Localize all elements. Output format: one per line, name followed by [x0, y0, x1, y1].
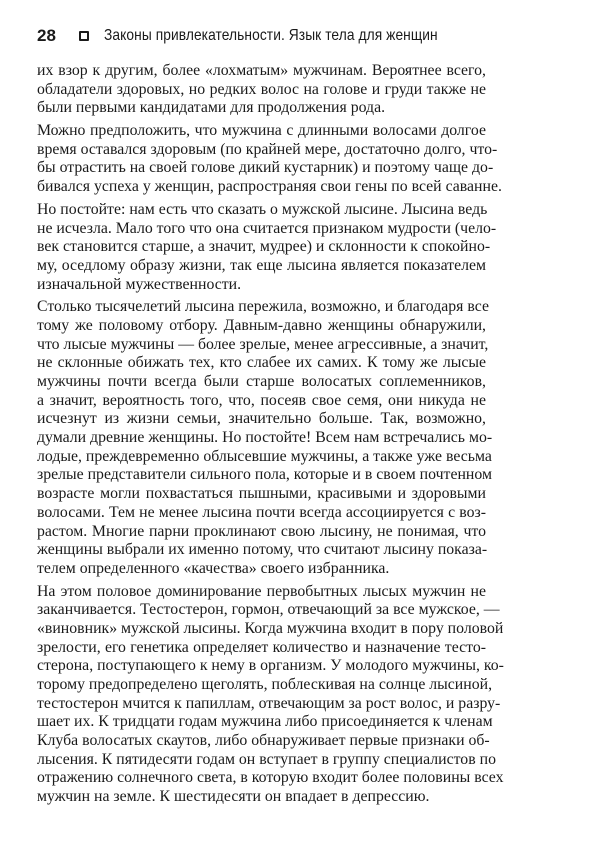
square-bullet-icon — [79, 31, 89, 41]
text-line: тому же половому отбору. Давным-давно женщины обнаружили, — [37, 316, 486, 334]
text-line: зрелые представители сильного пола, которые и в своем почтенном — [37, 466, 492, 484]
text-line: что лысые мужчины — более зрелые, менее агрессивные, а значит, — [37, 335, 489, 353]
text-line: мужчин на земле. К шестидесяти он впадает в депрессию. — [37, 788, 430, 806]
page-number: 28 — [37, 26, 56, 45]
paragraph — [37, 298, 493, 578]
text-line: На этом половое доминирование первобытных лысых мужчин не — [37, 582, 486, 600]
paragraph — [37, 582, 504, 807]
text-line: Можно предположить, что мужчина с длинными волосами долгое — [37, 122, 486, 140]
text-line: лодые, преждевременно облысевшие мужчины, а также уже весьма — [37, 447, 492, 465]
text-line: исчезнут из жизни семьи, значительно больше. Так, возможно, — [37, 410, 486, 428]
text-line: женщины выбрали их именно потому, что считают лысину показа- — [37, 541, 488, 559]
text-line: Но постойте: нам есть что сказать о мужской лысине. Лысина ведь — [37, 200, 488, 218]
text-line: не склонные обижать тех, кто слабее их самих. К тому же лысые — [37, 354, 486, 372]
paragraph — [37, 62, 486, 118]
text-line: а значит, вероятность того, что, посеяв свое семя, они никуда не — [37, 391, 486, 409]
book-title: Законы привлекательности. Язык тела для женщин — [104, 27, 438, 44]
text-line: «виновник» мужской лысины. Когда мужчина входит в пору половой — [37, 619, 504, 637]
text-line: Столько тысячелетий лысина пережила, возможно, и благодаря все — [37, 298, 489, 316]
text-line: лысения. К пятидесяти годам он вступает в группу специалистов по — [37, 750, 496, 768]
page-body — [37, 62, 504, 807]
running-header — [37, 26, 492, 46]
text-line: век становится старше, а значит, мудрее) и склонности к спокойно- — [37, 238, 491, 256]
text-line: время оставался здоровым (по крайней мере, достаточно долго, что- — [37, 140, 498, 158]
text-line: Клуба волосатых скаутов, либо обнаруживает первые признаки об- — [37, 732, 490, 750]
text-line: бы отрастить на своей голове дикий кустарник) и поэтому чаще до- — [37, 159, 494, 177]
paragraph — [37, 122, 502, 197]
text-line: стерона, поступающего к нему в организм. У молодого мужчины, ко- — [37, 657, 504, 675]
text-line: торому предопределено щеголять, поблескивая на солнце лысиной, — [37, 676, 493, 693]
text-line: их взор к другим, более «лохматым» мужчинам. Вероятнее всего, — [37, 62, 486, 79]
text-line: телем определенного «качества» своего избранника. — [37, 559, 390, 577]
text-line: были первыми кандидатами для продолжения рода. — [37, 99, 386, 117]
paragraph — [37, 200, 497, 294]
text-line: волосами. Тем не менее лысина почти всегда ассоциируется с воз- — [37, 503, 486, 521]
text-line: не исчезла. Мало того что она считается признаком мудрости (чело- — [37, 219, 497, 237]
text-line: тестостерон мчится к папиллам, отвечающим за рост волос, и разру- — [37, 694, 501, 712]
text-line: заканчивается. Тестостерон, гормон, отвечающий за все мужское, — — [37, 601, 500, 619]
text-line: обладатели здоровых, но редких волос на голове и груди также не — [37, 80, 486, 98]
text-line: мужчины почти всегда были старше волосатых соплеменников, — [37, 373, 486, 390]
text-line: бивался успеха у женщин, распространяя свои гены по всей саванне. — [37, 178, 502, 196]
text-line: растом. Многие парни проклинают свою лысину, не понимая, что — [37, 522, 486, 540]
text-line: думали древние женщины. Но постойте! Всем нам встречались мо- — [37, 429, 493, 447]
text-line: шает их. К тридцати годам мужчина либо присоединяется к членам — [37, 713, 493, 731]
text-line: возрасте могли похвастаться пышными, красивыми и здоровыми — [37, 485, 486, 503]
text-line: отражению солнечного света, в которую входит более половины всех — [37, 769, 504, 787]
text-line: изначальной мужественности. — [37, 275, 242, 293]
text-line: зрелости, его генетика определяет количество и назначение тесто- — [37, 638, 486, 656]
text-line: му, оседлому образу жизни, так еще лысина является показателем — [37, 256, 486, 274]
